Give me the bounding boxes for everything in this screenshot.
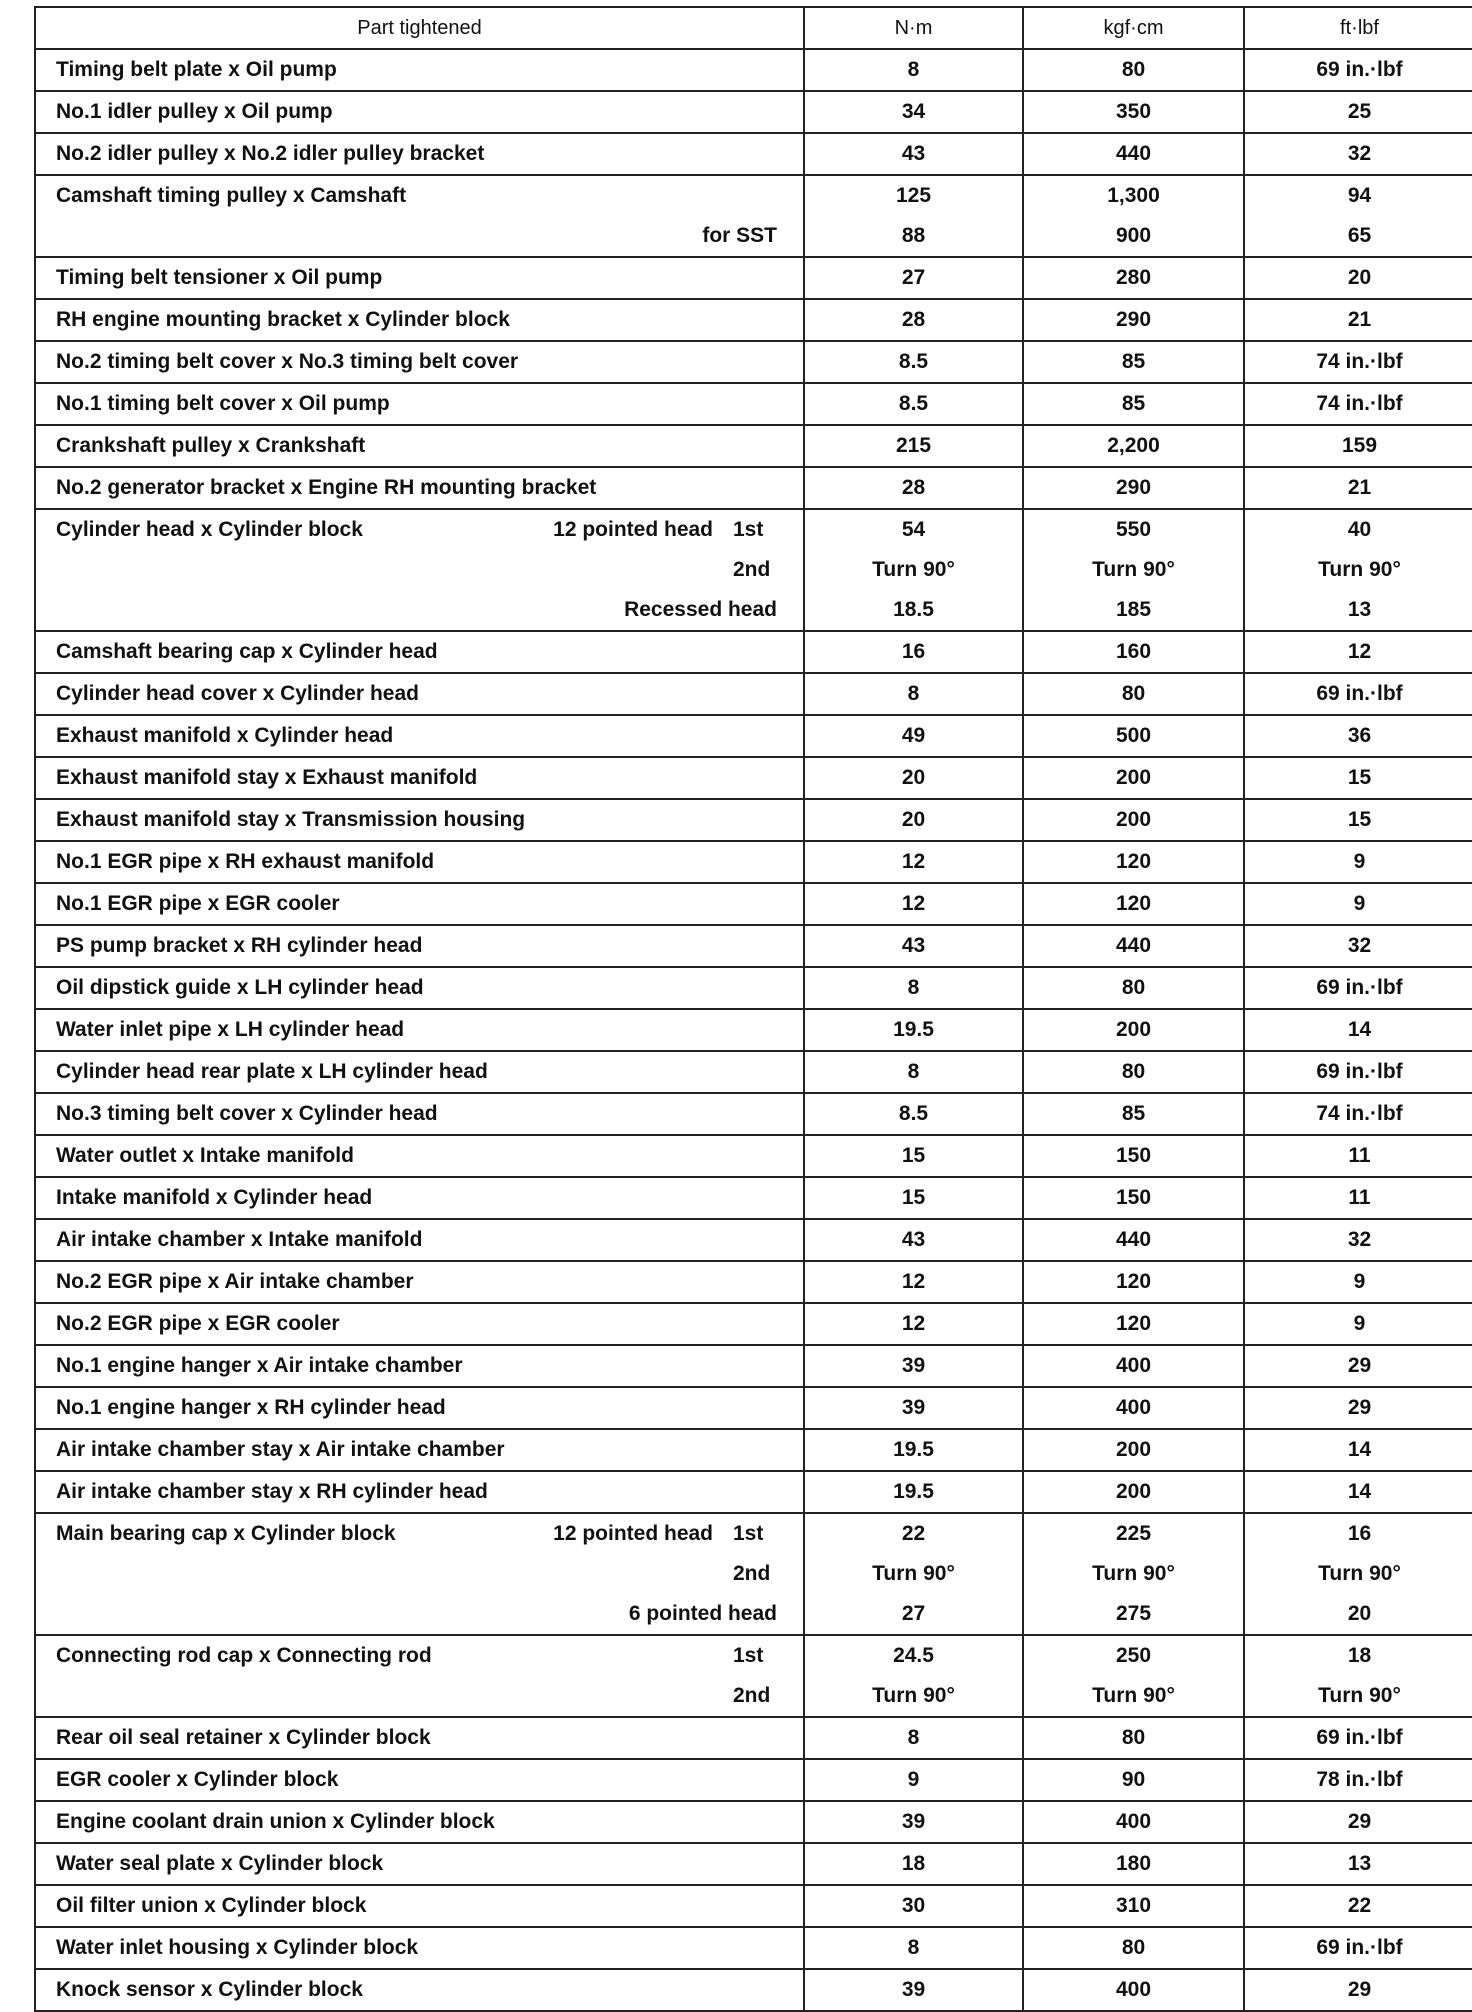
kgf-cell: 275 xyxy=(1023,1594,1244,1635)
part-cell xyxy=(35,175,804,216)
table-row xyxy=(35,1303,1472,1345)
part-cell xyxy=(35,1927,804,1969)
part-cell xyxy=(35,91,804,133)
sub-label: 12 pointed head xyxy=(553,518,713,541)
part-cell xyxy=(35,1594,804,1635)
table-row xyxy=(35,967,1472,1009)
ftlbf-cell: 14 xyxy=(1244,1009,1472,1051)
ftlbf-cell: Turn 90° xyxy=(1244,1676,1472,1717)
table-row xyxy=(35,1471,1472,1513)
kgf-cell: 1,300 xyxy=(1023,175,1244,216)
ftlbf-cell: 16 xyxy=(1244,1513,1472,1554)
part-label: RH engine mounting bracket x Cylinder block xyxy=(56,308,510,331)
table-row xyxy=(35,1051,1472,1093)
part-label: Water outlet x Intake manifold xyxy=(56,1144,354,1167)
kgf-cell: 200 xyxy=(1023,757,1244,799)
nm-cell: 34 xyxy=(804,91,1023,133)
ftlbf-cell: 21 xyxy=(1244,299,1472,341)
part-cell xyxy=(35,1261,804,1303)
nm-cell: 125 xyxy=(804,175,1023,216)
part-label: PS pump bracket x RH cylinder head xyxy=(56,934,423,957)
nm-cell: 16 xyxy=(804,631,1023,673)
step-label: 1st xyxy=(733,518,764,541)
kgf-cell: 280 xyxy=(1023,257,1244,299)
table-row xyxy=(35,257,1472,299)
table-row xyxy=(35,1513,1472,1554)
part-label: Air intake chamber stay x Air intake chamber xyxy=(56,1438,505,1461)
kgf-cell: 250 xyxy=(1023,1635,1244,1676)
nm-cell: 18 xyxy=(804,1843,1023,1885)
sub-label: 12 pointed head xyxy=(553,1522,713,1545)
table-row xyxy=(35,1135,1472,1177)
ftlbf-cell: 25 xyxy=(1244,91,1472,133)
part-cell xyxy=(35,257,804,299)
torque-spec-table xyxy=(34,6,1472,2012)
part-cell xyxy=(35,341,804,383)
table-row xyxy=(35,133,1472,175)
part-label: Exhaust manifold stay x Exhaust manifold xyxy=(56,766,478,789)
part-cell xyxy=(35,1135,804,1177)
ftlbf-cell: 29 xyxy=(1244,1345,1472,1387)
nm-cell: 43 xyxy=(804,1219,1023,1261)
kgf-cell: 80 xyxy=(1023,1051,1244,1093)
ftlbf-cell: 13 xyxy=(1244,590,1472,631)
nm-cell: 39 xyxy=(804,1801,1023,1843)
part-cell xyxy=(35,883,804,925)
ftlbf-cell: 15 xyxy=(1244,799,1472,841)
kgf-cell: 400 xyxy=(1023,1801,1244,1843)
nm-cell: 49 xyxy=(804,715,1023,757)
ftlbf-cell: 69 in.·lbf xyxy=(1244,1927,1472,1969)
kgf-cell: 80 xyxy=(1023,967,1244,1009)
ftlbf-cell: 32 xyxy=(1244,925,1472,967)
nm-cell: 19.5 xyxy=(804,1009,1023,1051)
part-cell xyxy=(35,467,804,509)
kgf-cell: 900 xyxy=(1023,216,1244,257)
step-label: 2nd xyxy=(733,558,771,581)
table-row xyxy=(35,1345,1472,1387)
nm-cell: 15 xyxy=(804,1135,1023,1177)
part-cell xyxy=(35,1969,804,2011)
kgf-cell: 200 xyxy=(1023,1009,1244,1051)
part-label: Timing belt plate x Oil pump xyxy=(56,58,337,81)
part-cell xyxy=(35,216,804,257)
table-row xyxy=(35,673,1472,715)
table-row xyxy=(35,299,1472,341)
ftlbf-cell: 22 xyxy=(1244,1885,1472,1927)
nm-cell: 12 xyxy=(804,1303,1023,1345)
nm-cell: 12 xyxy=(804,883,1023,925)
ftlbf-cell: 74 in.·lbf xyxy=(1244,383,1472,425)
part-cell xyxy=(35,299,804,341)
part-label: Rear oil seal retainer x Cylinder block xyxy=(56,1726,431,1749)
table-row xyxy=(35,1635,1472,1676)
part-label: No.2 idler pulley x No.2 idler pulley bracket xyxy=(56,142,485,165)
part-cell xyxy=(35,757,804,799)
nm-cell: 20 xyxy=(804,799,1023,841)
table-row xyxy=(35,1261,1472,1303)
table-row xyxy=(35,631,1472,673)
ftlbf-cell: 32 xyxy=(1244,1219,1472,1261)
table-row xyxy=(35,1676,1472,1717)
nm-cell: 8 xyxy=(804,1927,1023,1969)
header-part: Part tightened xyxy=(35,7,804,49)
part-label: Camshaft bearing cap x Cylinder head xyxy=(56,640,438,663)
table-row xyxy=(35,341,1472,383)
kgf-cell: 290 xyxy=(1023,299,1244,341)
nm-cell: 8.5 xyxy=(804,383,1023,425)
part-label: Timing belt tensioner x Oil pump xyxy=(56,266,383,289)
part-label: No.1 EGR pipe x RH exhaust manifold xyxy=(56,850,435,873)
nm-cell: Turn 90° xyxy=(804,550,1023,590)
kgf-cell: 400 xyxy=(1023,1387,1244,1429)
ftlbf-cell: 32 xyxy=(1244,133,1472,175)
ftlbf-cell: 11 xyxy=(1244,1135,1472,1177)
table-row xyxy=(35,383,1472,425)
table-row xyxy=(35,467,1472,509)
table-row xyxy=(35,925,1472,967)
table-row xyxy=(35,1885,1472,1927)
part-label: Oil dipstick guide x LH cylinder head xyxy=(56,976,424,999)
part-cell xyxy=(35,1009,804,1051)
ftlbf-cell: 9 xyxy=(1244,841,1472,883)
nm-cell: 54 xyxy=(804,509,1023,550)
part-label: No.2 EGR pipe x EGR cooler xyxy=(56,1312,340,1335)
part-label: EGR cooler x Cylinder block xyxy=(56,1768,339,1791)
table-row xyxy=(35,216,1472,257)
part-cell xyxy=(35,425,804,467)
kgf-cell: 200 xyxy=(1023,1429,1244,1471)
part-cell xyxy=(35,799,804,841)
part-cell xyxy=(35,1051,804,1093)
kgf-cell: 400 xyxy=(1023,1969,1244,2011)
kgf-cell: Turn 90° xyxy=(1023,550,1244,590)
ftlbf-cell: Turn 90° xyxy=(1244,1554,1472,1594)
kgf-cell: 80 xyxy=(1023,673,1244,715)
part-cell xyxy=(35,509,804,550)
part-cell xyxy=(35,1177,804,1219)
table-row xyxy=(35,175,1472,216)
part-label: No.1 engine hanger x RH cylinder head xyxy=(56,1396,446,1419)
part-label: Crankshaft pulley x Crankshaft xyxy=(56,434,366,457)
part-label: Main bearing cap x Cylinder block xyxy=(56,1522,396,1545)
part-label: Intake manifold x Cylinder head xyxy=(56,1186,373,1209)
nm-cell: 39 xyxy=(804,1387,1023,1429)
table-row xyxy=(35,1009,1472,1051)
part-label: Air intake chamber stay x RH cylinder head xyxy=(56,1480,488,1503)
nm-cell: 88 xyxy=(804,216,1023,257)
table-row xyxy=(35,1429,1472,1471)
kgf-cell: 440 xyxy=(1023,925,1244,967)
part-cell xyxy=(35,631,804,673)
part-cell xyxy=(35,1843,804,1885)
kgf-cell: 440 xyxy=(1023,133,1244,175)
part-cell xyxy=(35,1554,804,1594)
part-cell xyxy=(35,590,804,631)
part-label: Camshaft timing pulley x Camshaft xyxy=(56,184,407,207)
kgf-cell: 400 xyxy=(1023,1345,1244,1387)
ftlbf-cell: Turn 90° xyxy=(1244,550,1472,590)
ftlbf-cell: 69 in.·lbf xyxy=(1244,1051,1472,1093)
ftlbf-cell: 29 xyxy=(1244,1801,1472,1843)
nm-cell: 19.5 xyxy=(804,1471,1023,1513)
kgf-cell: 80 xyxy=(1023,1927,1244,1969)
part-label: Cylinder head cover x Cylinder head xyxy=(56,682,419,705)
table-row xyxy=(35,757,1472,799)
kgf-cell: 185 xyxy=(1023,590,1244,631)
kgf-cell: 120 xyxy=(1023,1261,1244,1303)
kgf-cell: 85 xyxy=(1023,341,1244,383)
part-label: No.3 timing belt cover x Cylinder head xyxy=(56,1102,438,1125)
nm-cell: 15 xyxy=(804,1177,1023,1219)
ftlbf-cell: 159 xyxy=(1244,425,1472,467)
ftlbf-cell: 94 xyxy=(1244,175,1472,216)
kgf-cell: 85 xyxy=(1023,383,1244,425)
part-label: Air intake chamber x Intake manifold xyxy=(56,1228,423,1251)
step-label: 1st xyxy=(733,1522,764,1545)
part-cell xyxy=(35,925,804,967)
part-cell xyxy=(35,715,804,757)
kgf-cell: 350 xyxy=(1023,91,1244,133)
part-cell xyxy=(35,1801,804,1843)
ftlbf-cell: 9 xyxy=(1244,1261,1472,1303)
kgf-cell: 310 xyxy=(1023,1885,1244,1927)
table-row xyxy=(35,883,1472,925)
part-label: No.1 EGR pipe x EGR cooler xyxy=(56,892,340,915)
table-row xyxy=(35,841,1472,883)
table-row xyxy=(35,1177,1472,1219)
part-cell xyxy=(35,841,804,883)
part-label: Water seal plate x Cylinder block xyxy=(56,1852,384,1875)
header-nm: N·m xyxy=(804,7,1023,49)
part-cell xyxy=(35,1303,804,1345)
ftlbf-cell: 74 in.·lbf xyxy=(1244,341,1472,383)
nm-cell: 27 xyxy=(804,1594,1023,1635)
part-cell xyxy=(35,673,804,715)
nm-cell: 8.5 xyxy=(804,1093,1023,1135)
ftlbf-cell: 74 in.·lbf xyxy=(1244,1093,1472,1135)
nm-cell: 8.5 xyxy=(804,341,1023,383)
part-cell xyxy=(35,1717,804,1759)
kgf-cell: 80 xyxy=(1023,1717,1244,1759)
part-cell xyxy=(35,1635,804,1676)
part-cell xyxy=(35,1429,804,1471)
kgf-cell: 85 xyxy=(1023,1093,1244,1135)
part-label: Water inlet housing x Cylinder block xyxy=(56,1936,419,1959)
nm-cell: 8 xyxy=(804,49,1023,91)
table-row xyxy=(35,1594,1472,1635)
kgf-cell: 440 xyxy=(1023,1219,1244,1261)
nm-cell: 8 xyxy=(804,967,1023,1009)
table-body xyxy=(35,49,1472,2011)
part-cell xyxy=(35,383,804,425)
step-label: 2nd xyxy=(733,1562,771,1585)
part-label: Oil filter union x Cylinder block xyxy=(56,1894,367,1917)
kgf-cell: 150 xyxy=(1023,1135,1244,1177)
table-row xyxy=(35,1927,1472,1969)
nm-cell: 20 xyxy=(804,757,1023,799)
ftlbf-cell: 21 xyxy=(1244,467,1472,509)
nm-cell: 39 xyxy=(804,1969,1023,2011)
kgf-cell: Turn 90° xyxy=(1023,1676,1244,1717)
header-kgf: kgf·cm xyxy=(1023,7,1244,49)
sub-label: for SST xyxy=(702,224,777,247)
part-label: Connecting rod cap x Connecting rod xyxy=(56,1644,432,1667)
kgf-cell: 120 xyxy=(1023,883,1244,925)
nm-cell: 43 xyxy=(804,925,1023,967)
kgf-cell: 160 xyxy=(1023,631,1244,673)
part-label: No.1 engine hanger x Air intake chamber xyxy=(56,1354,463,1377)
table-row xyxy=(35,425,1472,467)
table-row xyxy=(35,509,1472,550)
part-cell xyxy=(35,1513,804,1554)
nm-cell: 8 xyxy=(804,1717,1023,1759)
nm-cell: 28 xyxy=(804,299,1023,341)
kgf-cell: 150 xyxy=(1023,1177,1244,1219)
nm-cell: 18.5 xyxy=(804,590,1023,631)
ftlbf-cell: 29 xyxy=(1244,1969,1472,2011)
nm-cell: Turn 90° xyxy=(804,1554,1023,1594)
table-row xyxy=(35,1717,1472,1759)
part-cell xyxy=(35,1093,804,1135)
table-row xyxy=(35,91,1472,133)
part-label: Knock sensor x Cylinder block xyxy=(56,1978,363,2001)
kgf-cell: 550 xyxy=(1023,509,1244,550)
part-cell xyxy=(35,1676,804,1717)
ftlbf-cell: 36 xyxy=(1244,715,1472,757)
part-label: No.2 timing belt cover x No.3 timing belt cover xyxy=(56,350,519,373)
ftlbf-cell: 12 xyxy=(1244,631,1472,673)
nm-cell: 24.5 xyxy=(804,1635,1023,1676)
ftlbf-cell: 78 in.·lbf xyxy=(1244,1759,1472,1801)
kgf-cell: 120 xyxy=(1023,841,1244,883)
part-cell xyxy=(35,1885,804,1927)
ftlbf-cell: 20 xyxy=(1244,257,1472,299)
nm-cell: 43 xyxy=(804,133,1023,175)
part-label: Exhaust manifold stay x Transmission housing xyxy=(56,808,526,831)
table-row xyxy=(35,49,1472,91)
kgf-cell: 120 xyxy=(1023,1303,1244,1345)
part-label: No.1 timing belt cover x Oil pump xyxy=(56,392,390,415)
table-row xyxy=(35,1554,1472,1594)
ftlbf-cell: 69 in.·lbf xyxy=(1244,673,1472,715)
nm-cell: 9 xyxy=(804,1759,1023,1801)
nm-cell: 19.5 xyxy=(804,1429,1023,1471)
nm-cell: 215 xyxy=(804,425,1023,467)
nm-cell: 28 xyxy=(804,467,1023,509)
nm-cell: Turn 90° xyxy=(804,1676,1023,1717)
ftlbf-cell: 20 xyxy=(1244,1594,1472,1635)
nm-cell: 8 xyxy=(804,673,1023,715)
ftlbf-cell: 40 xyxy=(1244,509,1472,550)
kgf-cell: 2,200 xyxy=(1023,425,1244,467)
part-cell xyxy=(35,1219,804,1261)
nm-cell: 39 xyxy=(804,1345,1023,1387)
ftlbf-cell: 14 xyxy=(1244,1471,1472,1513)
table-row xyxy=(35,799,1472,841)
nm-cell: 8 xyxy=(804,1051,1023,1093)
ftlbf-cell: 69 in.·lbf xyxy=(1244,967,1472,1009)
kgf-cell: 225 xyxy=(1023,1513,1244,1554)
ftlbf-cell: 69 in.·lbf xyxy=(1244,49,1472,91)
sub-label: Recessed head xyxy=(624,598,777,621)
kgf-cell: 180 xyxy=(1023,1843,1244,1885)
ftlbf-cell: 14 xyxy=(1244,1429,1472,1471)
part-cell xyxy=(35,550,804,590)
header-ftlbf: ft·lbf xyxy=(1244,7,1472,49)
kgf-cell: 500 xyxy=(1023,715,1244,757)
nm-cell: 30 xyxy=(804,1885,1023,1927)
part-label: No.2 generator bracket x Engine RH mounting bracket xyxy=(56,476,597,499)
table-row xyxy=(35,550,1472,590)
kgf-cell: 80 xyxy=(1023,49,1244,91)
part-cell xyxy=(35,967,804,1009)
nm-cell: 12 xyxy=(804,841,1023,883)
ftlbf-cell: 11 xyxy=(1244,1177,1472,1219)
part-label: No.2 EGR pipe x Air intake chamber xyxy=(56,1270,414,1293)
step-label: 1st xyxy=(733,1644,764,1667)
sub-label: 6 pointed head xyxy=(628,1602,777,1625)
nm-cell: 22 xyxy=(804,1513,1023,1554)
ftlbf-cell: 29 xyxy=(1244,1387,1472,1429)
table-row xyxy=(35,1219,1472,1261)
table-row xyxy=(35,1969,1472,2011)
ftlbf-cell: 13 xyxy=(1244,1843,1472,1885)
ftlbf-cell: 18 xyxy=(1244,1635,1472,1676)
part-label: Cylinder head x Cylinder block xyxy=(56,518,363,541)
kgf-cell: 200 xyxy=(1023,1471,1244,1513)
part-label: Cylinder head rear plate x LH cylinder head xyxy=(56,1060,488,1083)
table-row xyxy=(35,590,1472,631)
part-label: Water inlet pipe x LH cylinder head xyxy=(56,1018,405,1041)
table-row xyxy=(35,1759,1472,1801)
part-cell xyxy=(35,49,804,91)
part-label: Exhaust manifold x Cylinder head xyxy=(56,724,394,747)
ftlbf-cell: 9 xyxy=(1244,883,1472,925)
part-cell xyxy=(35,133,804,175)
table-row xyxy=(35,715,1472,757)
kgf-cell: 200 xyxy=(1023,799,1244,841)
kgf-cell: Turn 90° xyxy=(1023,1554,1244,1594)
nm-cell: 27 xyxy=(804,257,1023,299)
kgf-cell: 90 xyxy=(1023,1759,1244,1801)
table-row xyxy=(35,1843,1472,1885)
ftlbf-cell: 69 in.·lbf xyxy=(1244,1717,1472,1759)
part-cell xyxy=(35,1471,804,1513)
table-row xyxy=(35,1387,1472,1429)
ftlbf-cell: 65 xyxy=(1244,216,1472,257)
part-label: Engine coolant drain union x Cylinder block xyxy=(56,1810,495,1833)
header-row xyxy=(35,7,1472,49)
step-label: 2nd xyxy=(733,1684,771,1707)
table-row xyxy=(35,1801,1472,1843)
part-label: No.1 idler pulley x Oil pump xyxy=(56,100,333,123)
nm-cell: 12 xyxy=(804,1261,1023,1303)
table-row xyxy=(35,1093,1472,1135)
part-cell xyxy=(35,1759,804,1801)
kgf-cell: 290 xyxy=(1023,467,1244,509)
ftlbf-cell: 9 xyxy=(1244,1303,1472,1345)
part-cell xyxy=(35,1345,804,1387)
ftlbf-cell: 15 xyxy=(1244,757,1472,799)
part-cell xyxy=(35,1387,804,1429)
